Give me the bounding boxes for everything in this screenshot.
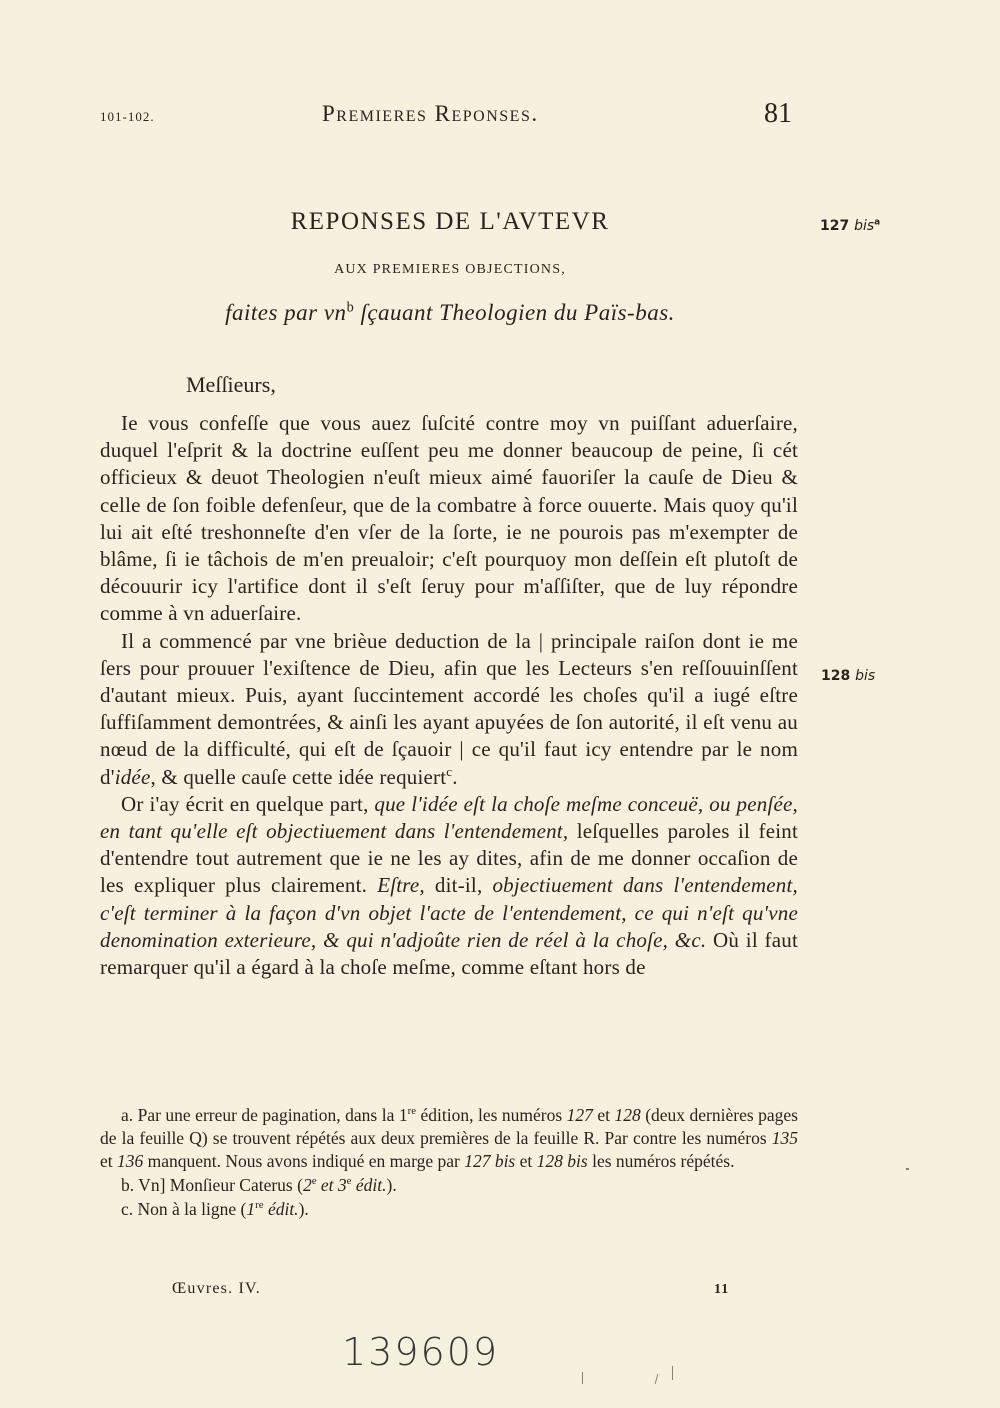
footnote-c [100,1198,798,1221]
running-head-title: Premieres Reponses. [322,101,539,126]
paragraph-2-emphasis: idée [114,764,151,789]
paragraph-3-text-cont: leſquelles paroles il feint d'entendre tout autrement que ie ne les ay dites, afin de me donner occaſion de les expliquer plus clairement. [100,819,798,898]
page-number: 81 [764,98,792,129]
fn-edition: 3 [337,1175,347,1195]
fn-number: 136 [117,1151,144,1171]
fn-text: édition, les numéros [416,1105,567,1125]
fn-sup: e [346,1175,352,1188]
fn-text: b. Vn] Monſieur Caterus ( [121,1175,303,1195]
paper-speck [582,1372,583,1384]
fn-number: 127 [566,1105,593,1125]
byline-note-marker: b [346,299,355,316]
fn-text: a. Par une erreur de pagination, dans la [121,1105,399,1125]
fn-text: ). [298,1199,309,1219]
footnote-marker-c: c [446,763,453,779]
paragraph-3-text-end: Où il faut remarquer qu'il a égard à la choſe meſme, comme eſtant hors de [100,927,798,980]
fn-text: et [100,1151,118,1171]
margin-note-word: bis [854,218,875,234]
fn-text: ). [386,1175,397,1195]
margin-note-number: 128 [821,668,851,684]
fn-text: manquent. Nous avons indiqué en marge par [143,1151,465,1171]
paragraph-2-text-cont: , & quelle cauſe cette idée requiert [150,764,447,789]
margin-note-number: 127 [820,218,850,234]
paragraph-3-text: Or i'ay écrit en quelque part, [121,791,375,816]
fn-text: les numéros répétés. [587,1151,735,1171]
fn-text: c. Non à la ligne ( [121,1199,247,1219]
body-text [100,410,798,981]
paper-speck [655,1374,659,1384]
paragraph-3-quote-body: objectiuement dans l'entendement, c'eſt terminer à la façon d'vn objet l'acte de l'entendement, ce qui n'eſt qu'vne denomination exterieure, & qui n'adjoûte rien de réel à la choſe, &c. [100,873,798,952]
margin-page-note-127 [820,218,880,234]
byline-text-end: ſçauant Theologien du Païs-bas. [354,300,675,325]
fn-number: 135 [771,1128,798,1148]
fn-edition: 2 [302,1175,312,1195]
fn-sup: e [311,1175,317,1188]
paper-speck [672,1366,673,1380]
signature-volume: Œuvres. IV. [172,1280,261,1297]
paragraph-3 [100,791,798,981]
fn-number: 128 bis [536,1151,588,1171]
footnote-a [100,1104,798,1173]
running-head-section: 101-102. [100,109,155,124]
margin-note-marker: a [874,217,881,228]
salutation: Meſſieurs, [186,372,276,397]
fn-text: 1 [398,1105,408,1125]
paragraph-3-quote: que l'idée eſt la choſe meſme conceuë, ou penſée, en tant qu'elle eſt objectiuement dans l'entendement, [100,791,798,844]
fn-sup: re [407,1105,417,1118]
fn-text: et [515,1151,537,1171]
fn-number: 128 [614,1105,641,1125]
footnotes [100,1104,798,1221]
footnote-b [100,1174,798,1197]
fn-number: 127 bis [464,1151,516,1171]
fn-edition: édit. [263,1199,299,1219]
paper-speck [906,1168,909,1170]
paragraph-1: Ie vous confeſſe que vous auez ſuſcité contre moy vn puiſſant aduerſaire, duquel l'eſprit & la doctrine euſſent peu me donner beaucoup de peine, ſi cét officieux & deuot Theologien n'euſt mieux aimé fauoriſer la cauſe de Dieu & celle de ſon foible defenſeur, que de la combatre à force ouuerte. Mais quoy qu'il lui ait eſté treshonneſte d'en vſer de la ſorte, ie ne pourois pas m'exempter de blâme, ſi ie tâchois de m'en preualoir; c'eſt pourquoy mon deſſein eſt plutoſt de découurir icy l'artifice dont il s'eſt ſeruy pour m'aſſiſter, que de luy répondre comme à vn aduerſaire. [100,411,798,626]
fn-edition: édit. [351,1175,387,1195]
chapter-heading: REPONSES DE L'AVTEVR [290,208,610,235]
paragraph-2-text: Il a commencé par vne brièue deduction de la | principale raiſon dont ie me ſers pour prouuer l'exiſtence de Dieu, afin que les Lecteurs s'en reſſouuinſſent d'autant mieux. Puis, ayant ſuccintement accordé les choſes qu'il a iugé eſtre ſuffiſamment demontrées, & ainſi les ayant apuyées de ſon autorité, il eſt venu au nœud de la difficulté, qui eſt de ſçauoir | ce qu'il faut icy entendre par le nom d' [100,628,798,789]
paragraph-2-end: . [452,764,458,789]
fn-edition: 1 [246,1199,256,1219]
signature-sheet: 11 [714,1282,730,1297]
paragraph-3-aside: dit-il, [424,873,493,898]
fn-sup: re [255,1199,264,1212]
chapter-byline [100,300,800,326]
fn-edition: et [316,1175,338,1195]
chapter-subheading: AUX PREMIERES OBJECTIONS, [334,262,566,277]
paragraph-2 [100,628,798,791]
margin-page-note-128 [821,668,875,684]
byline-text-start: faites par vn [225,300,347,325]
fn-text: et [592,1105,615,1125]
handwritten-stamp-number: 139609 [342,1330,500,1374]
margin-note-word: bis [855,668,876,684]
fn-text: (deux dernières pages de la feuille Q) se trouvent répétés aux deux premières de la feuille R. Par contre les numéros [100,1105,798,1148]
paragraph-3-quote-start: Eſtre, [377,873,425,898]
